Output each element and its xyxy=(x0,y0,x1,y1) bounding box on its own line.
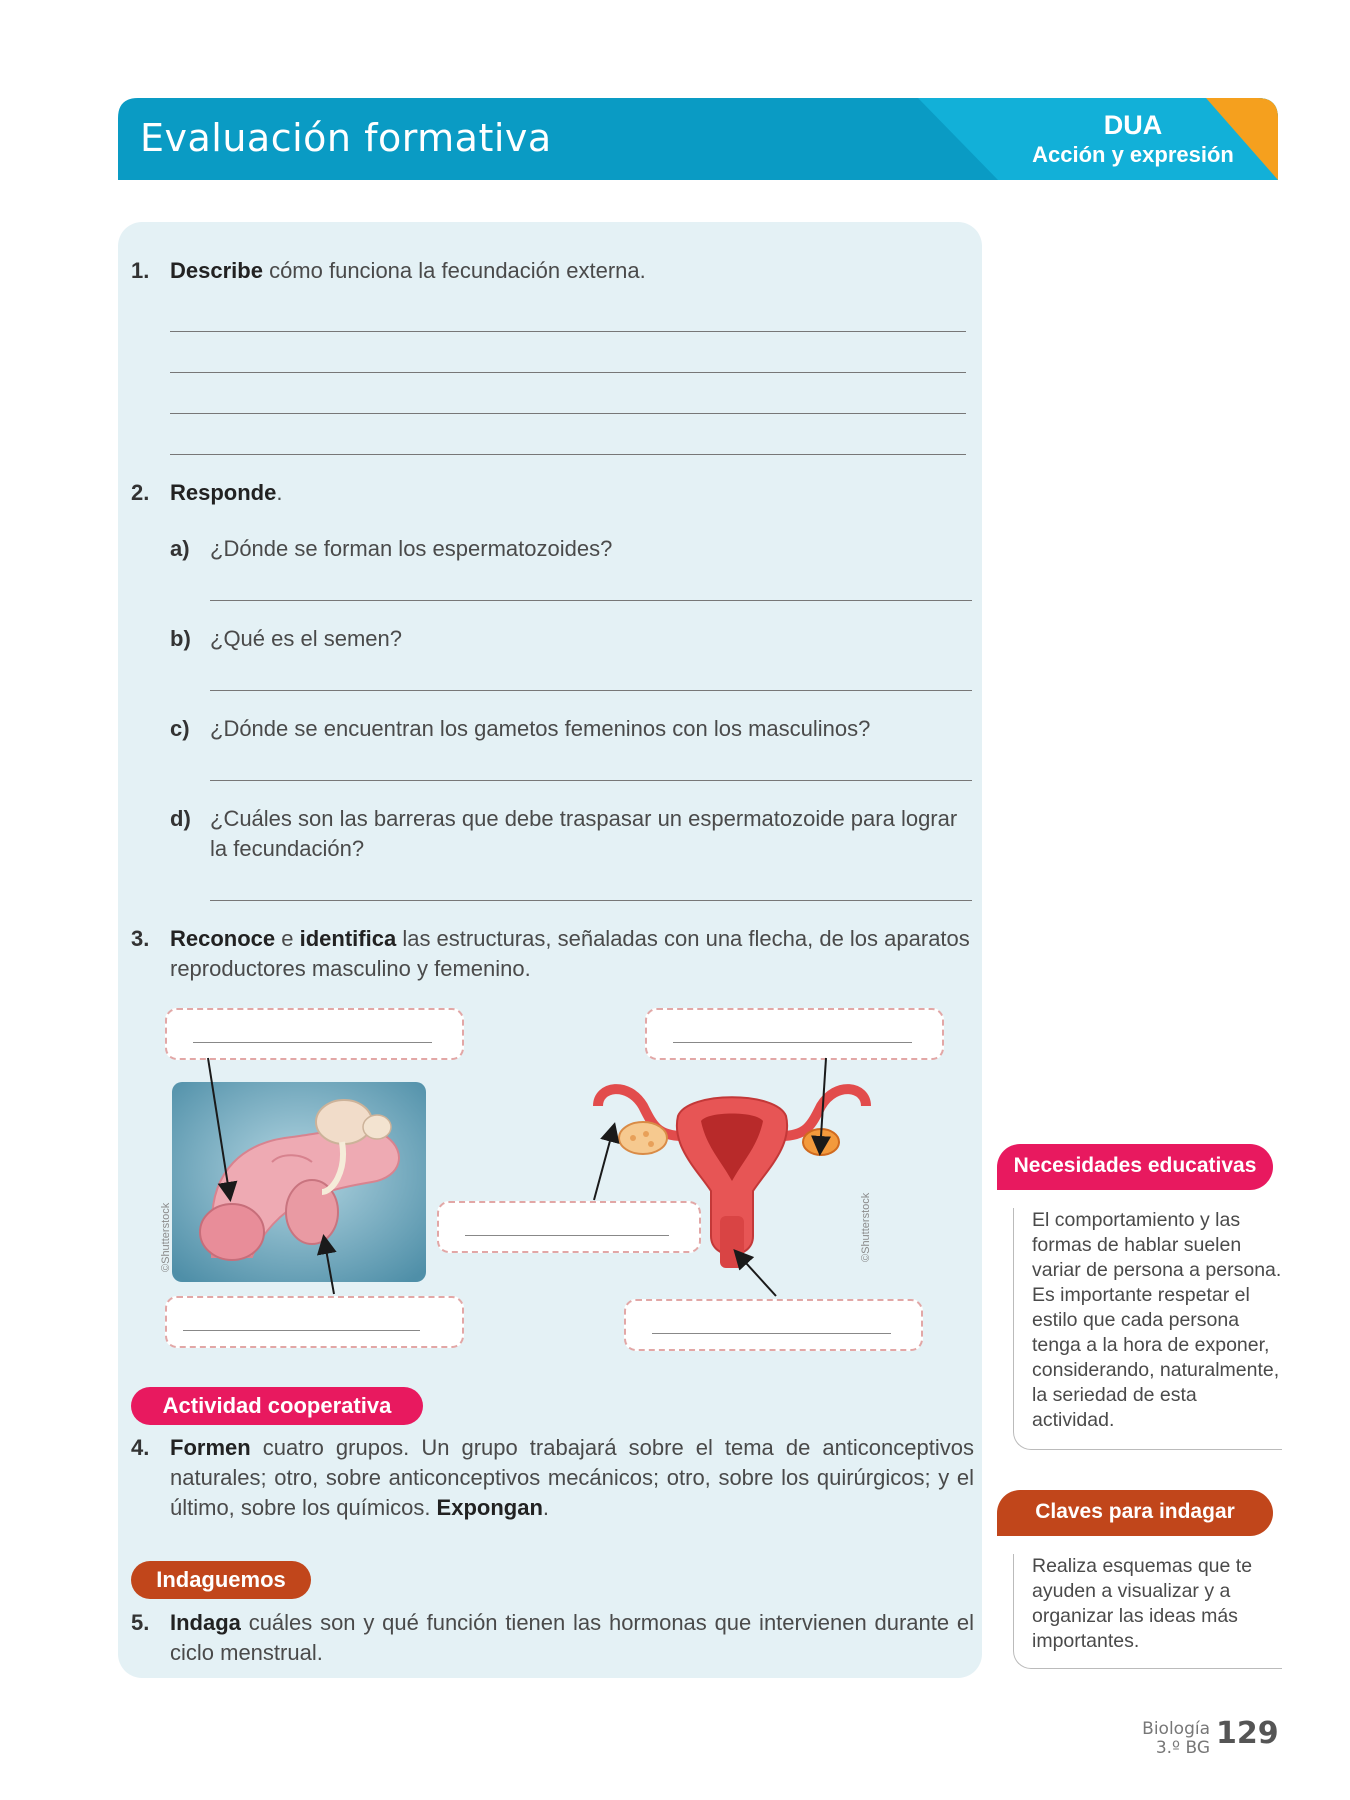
inquiry-tag: Indaguemos xyxy=(131,1561,311,1599)
special-needs-title: Necesidades educativas xyxy=(997,1144,1273,1190)
item-a-text: ¿Dónde se forman los espermatozoides? xyxy=(210,536,613,561)
question-2-number: 2. xyxy=(131,480,150,505)
question-2: Responde. xyxy=(170,480,283,505)
male-image-credit: ©Shutterstock xyxy=(160,1202,172,1272)
inquiry-keys-title: Claves para indagar xyxy=(997,1490,1273,1536)
page-number: 129 xyxy=(1216,1716,1279,1751)
cooperative-activity-tag: Actividad cooperativa xyxy=(131,1387,423,1425)
page-title: Evaluación formativa xyxy=(140,116,552,160)
footer-subject: Biología 3.º BG xyxy=(1142,1719,1210,1758)
question-2-verb: Responde xyxy=(170,480,277,505)
arrow-male-bottom xyxy=(324,1238,334,1294)
arrow-female-bottom xyxy=(736,1252,776,1296)
item-b-letter: b) xyxy=(170,626,191,651)
question-5: Indaga cuáles son y qué función tienen las hormonas que intervienen durante el ciclo menstrual. xyxy=(170,1610,974,1665)
question-3-number: 3. xyxy=(131,926,150,951)
item-b-text: ¿Qué es el semen? xyxy=(210,626,402,651)
inquiry-keys-body: Realiza esquemas que te ayuden a visualizar y a organizar las ideas más importantes. xyxy=(1013,1554,1282,1669)
question-1-number: 1. xyxy=(131,258,150,283)
arrow-male-top xyxy=(208,1058,230,1198)
dua-badge-title: DUA xyxy=(1103,110,1163,140)
item-d-text: ¿Cuáles son las barreras que debe traspasar un espermatozoide para lograr la fecundación? xyxy=(210,806,958,861)
question-4: Formen cuatro grupos. Un grupo trabajará sobre el tema de anticonceptivos naturales; otro, sobre anticonceptivos mecánicos; otro, sobre los quirúrgicos; y el último, sobre los químicos. Expongan. xyxy=(170,1435,974,1520)
item-d-letter: d) xyxy=(170,806,191,831)
item-c-letter: c) xyxy=(170,716,190,741)
question-1-text: cómo funciona la fecundación externa. xyxy=(262,258,646,283)
question-1-verb: Describe xyxy=(170,258,263,283)
female-image-credit: ©Shutterstock xyxy=(860,1192,872,1262)
item-c-text: ¿Dónde se encuentran los gametos femeninos con los masculinos? xyxy=(210,716,871,741)
dua-badge-subtitle: Acción y expresión xyxy=(1032,142,1234,167)
arrow-female-top xyxy=(820,1058,826,1152)
arrow-female-left xyxy=(594,1126,614,1200)
special-needs-body: El comportamiento y las formas de hablar suelen variar de persona a persona. Es importante respetar el estilo que cada persona tenga a la hora de exponer, considerando, naturalmente, la seriedad de esta actividad. xyxy=(1013,1208,1282,1450)
question-5-number: 5. xyxy=(131,1610,150,1635)
question-3: Reconoce e identifica las estructuras, señaladas con una flecha, de los aparatos reproductores masculino y femenino. xyxy=(170,926,970,981)
question-4-number: 4. xyxy=(131,1435,150,1460)
item-a-letter: a) xyxy=(170,536,190,561)
